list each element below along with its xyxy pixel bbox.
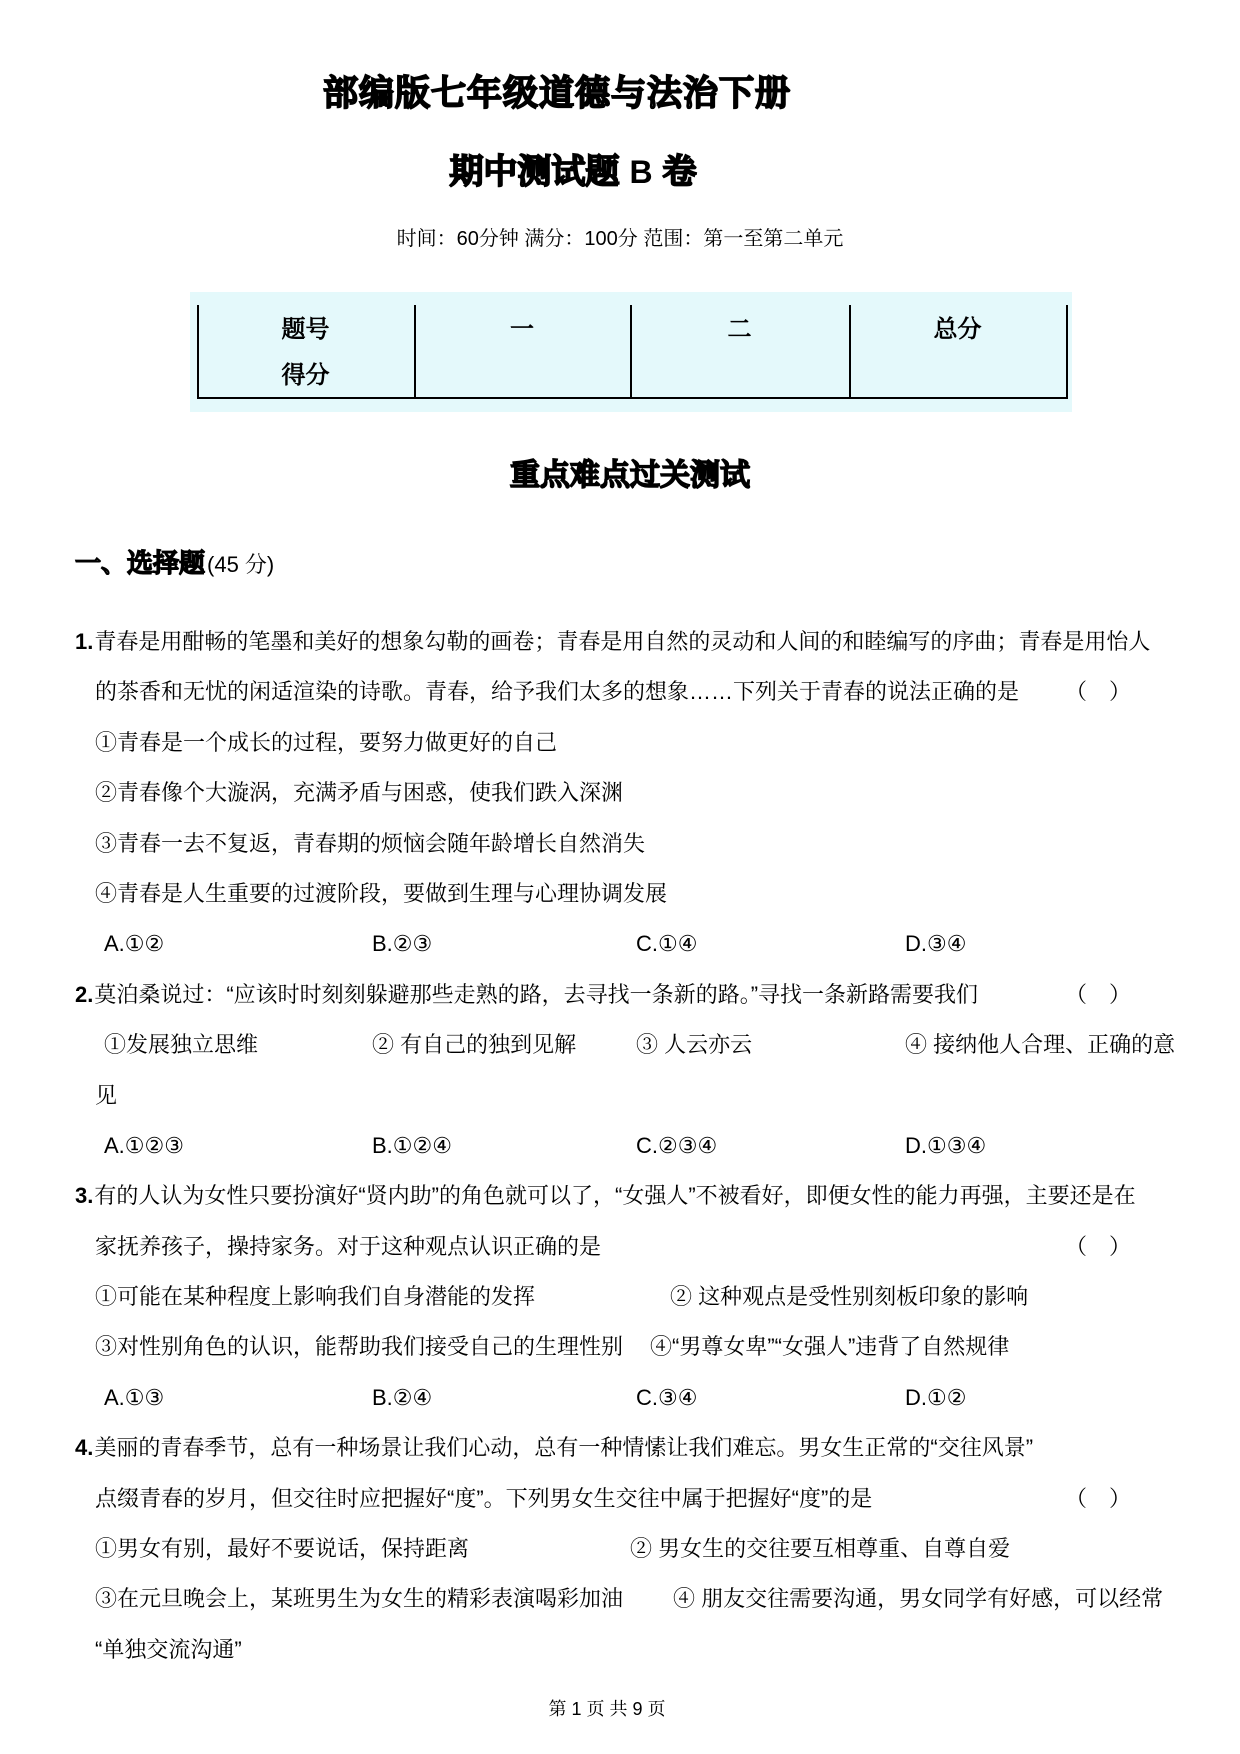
option-cell: A.①③ — [104, 1384, 165, 1410]
document-subtitle — [0, 144, 1193, 193]
question-number: 2. — [75, 981, 94, 1007]
question-line — [75, 1423, 1185, 1473]
option-cell: B.①②④ — [372, 1132, 452, 1158]
option-cell: ①发展独立思维 — [104, 1032, 259, 1058]
option-cell: D.①② — [905, 1384, 967, 1410]
option-cell: ② 有自己的独到见解 — [372, 1032, 577, 1058]
option-cell: C.②③④ — [636, 1132, 718, 1158]
question-text-line — [75, 1222, 1185, 1272]
option-cell: ③在元旦晚会上，某班男生为女生的精彩表演喝彩加油 — [95, 1586, 624, 1612]
question-text: “单独交流沟通” — [95, 1636, 242, 1662]
question-text: ①青春是一个成长的过程，要努力做更好的自己 — [95, 729, 558, 755]
option-cell: ①可能在某种程度上影响我们自身潜能的发挥 — [95, 1284, 536, 1310]
question-text: 家抚养孩子，操持家务。对于这种观点认识正确的是 — [95, 1233, 602, 1259]
table-label-question-number: 题号 — [281, 316, 330, 343]
question-text: 美丽的青春季节，总有一种场景让我们心动，总有一种情愫让我们难忘。男女生正常的“交往风景” — [94, 1435, 1034, 1461]
question-text: 青春是用酣畅的笔墨和美好的想象勾勒的画卷；青春是用自然的灵动和人间的和睦编写的序曲；青春是用怡人 — [94, 629, 1151, 654]
table-col-part1: 一 — [510, 316, 534, 343]
table-col-part2: 二 — [727, 316, 752, 343]
question-text: 见 — [95, 1082, 118, 1108]
question-text-line — [75, 1625, 1185, 1675]
section-points: (45 分) — [207, 552, 275, 577]
option-cell: D.③④ — [905, 931, 967, 957]
question-line — [75, 1171, 1185, 1221]
question-line — [75, 970, 1185, 1020]
question-text-line — [75, 667, 1185, 717]
option-cell: ①男女有别，最好不要说话，保持距离 — [95, 1536, 470, 1562]
answer-blank: （ ） — [1065, 981, 1132, 1007]
option-row — [75, 1121, 1185, 1171]
answer-blank: （ ） — [1065, 679, 1132, 705]
question-text-line — [75, 1071, 1185, 1121]
option-cell: ② 男女生的交往要互相尊重、自尊自爱 — [630, 1536, 1011, 1562]
table-label-score: 得分 — [281, 362, 330, 389]
option-row — [75, 1020, 1185, 1070]
table-border-right — [1066, 305, 1068, 397]
option-cell: ④“男尊女卑”“女强人”违背了自然规律 — [650, 1334, 1010, 1360]
answer-blank: （ ） — [1065, 1485, 1132, 1511]
option-row — [75, 1574, 1185, 1624]
option-cell: C.①④ — [636, 931, 698, 957]
option-cell: A.①② — [104, 931, 165, 957]
document-title: 部编版七年级道德与法治下册 — [322, 74, 791, 113]
subtitle-post: 卷 — [662, 153, 697, 191]
subtitle-letter: B — [629, 154, 653, 190]
option-cell: A.①②③ — [104, 1132, 184, 1158]
option-cell: B.②④ — [372, 1384, 433, 1410]
question-text: 有的人认为女性只要扮演好“贤内助”的角色就可以了，“女强人”不被看好，即便女性的能力再强，主要还是在 — [94, 1183, 1136, 1209]
question-text-line — [75, 718, 1185, 768]
question-text: 点缀青春的岁月，但交往时应把握好“度”。下列男女生交往中属于把握好“度”的是 — [95, 1485, 873, 1511]
question-text: ②青春像个大漩涡，充满矛盾与困惑，使我们跌入深渊 — [95, 780, 624, 806]
option-row — [75, 1272, 1185, 1322]
option-cell: B.②③ — [372, 931, 433, 957]
question-text: 莫泊桑说过：“应该时时刻刻躲避那些走熟的路，去寻找一条新的路。”寻找一条新路需要我们 — [94, 981, 979, 1007]
table-col-total: 总分 — [933, 316, 982, 343]
questions — [75, 617, 1185, 1675]
option-cell: ④ 接纳他人合理、正确的意 — [905, 1032, 1176, 1058]
option-row — [75, 1524, 1185, 1574]
question-text-line — [75, 869, 1185, 919]
option-cell: ③对性别角色的认识，能帮助我们接受自己的生理性别 — [95, 1334, 624, 1360]
question-text: ④青春是人生重要的过渡阶段，要做到生理与心理协调发展 — [95, 880, 668, 906]
question-number: 4. — [75, 1435, 94, 1461]
option-cell: ③ 人云亦云 — [636, 1032, 753, 1058]
option-row — [75, 1322, 1185, 1372]
question-number: 3. — [75, 1183, 94, 1209]
question-text-line — [75, 768, 1185, 818]
option-cell: ④ 朋友交往需要沟通，男女同学有好感，可以经常 — [673, 1586, 1164, 1612]
question-text-line — [75, 819, 1185, 869]
page-footer: 第 1 页 共 9 页 — [548, 1699, 666, 1719]
answer-blank: （ ） — [1065, 1233, 1132, 1259]
question-number: 1. — [75, 629, 94, 654]
question-text: ③青春一去不复返，青春期的烦恼会随年龄增长自然消失 — [95, 830, 646, 856]
option-cell: ② 这种观点是受性别刻板印象的影响 — [670, 1284, 1029, 1310]
option-row — [75, 1373, 1185, 1423]
banner-heading: 重点难点过关测试 — [510, 459, 750, 492]
question-line — [75, 617, 1185, 667]
question-text: 的茶香和无忧的闲适渲染的诗歌。青春，给予我们太多的想象……下列关于青春的说法正确的是 — [95, 679, 1020, 705]
exam-meta: 时间：60分钟 满分：100分 范围：第一至第二单元 — [396, 228, 844, 250]
subtitle-pre: 期中测试题 — [449, 153, 620, 191]
section-label: 一、选择题 — [75, 548, 206, 578]
section-heading — [75, 543, 274, 580]
option-cell: C.③④ — [636, 1384, 698, 1410]
score-table — [190, 292, 1072, 412]
table-border-bottom — [197, 397, 1068, 399]
option-cell: D.①③④ — [905, 1132, 987, 1158]
question-text-line — [75, 1474, 1185, 1524]
option-row — [75, 919, 1185, 969]
